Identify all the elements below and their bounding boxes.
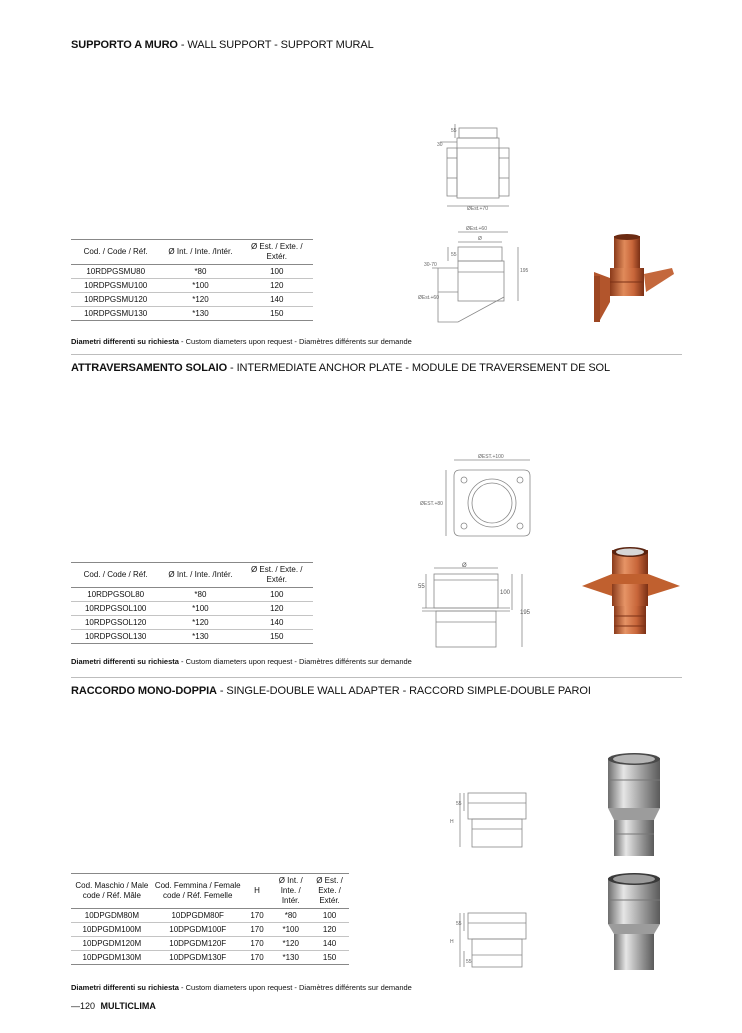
col-header-ext: Ø Est. / Exte. / Extér. bbox=[241, 240, 313, 265]
dim-195: 195 bbox=[520, 268, 529, 274]
custom-diameters-note: Diametri differenti su richiesta - Custom diameters upon request - Diamètres différents sur demande bbox=[71, 337, 412, 346]
custom-diameters-note: Diametri differenti su richiesta - Custom diameters upon request - Diamètres différents sur demande bbox=[71, 657, 412, 666]
dim-diameter: Ø bbox=[462, 563, 467, 569]
section-title-anchor-plate: ATTRAVERSAMENTO SOLAIO - INTERMEDIATE ANCHOR PLATE - MODULE DE TRAVERSEMENT DE SOL bbox=[71, 362, 611, 374]
anchor-plate-table bbox=[71, 562, 313, 644]
col-header-h: H bbox=[243, 874, 272, 909]
section-title-wall-support: SUPPORTO A MURO - WALL SUPPORT - SUPPORT MURAL bbox=[71, 39, 374, 51]
table-row: 10RDPGSMU100 *100 120 bbox=[71, 279, 313, 293]
dim-100: 100 bbox=[500, 590, 511, 596]
table-row: 10DPGDM100M 10DPGDM100F 170 *100 120 bbox=[71, 923, 349, 937]
anchor-plate-product-photo bbox=[582, 544, 682, 640]
table-row: 10RDPGSMU130 *130 150 bbox=[71, 307, 313, 321]
adapter-male-product-photo bbox=[604, 750, 664, 860]
table-row: 10RDPGSMU80 *80 100 bbox=[71, 265, 313, 279]
wall-support-table bbox=[71, 239, 313, 321]
table-row: 10RDPGSOL120 *120 140 bbox=[71, 616, 313, 630]
dim-55: 55 bbox=[418, 584, 425, 590]
table-row: 10DPGDM80M 10DPGDM80F 170 *80 100 bbox=[71, 909, 349, 923]
dim-est-60-top: ØEst.+60 bbox=[466, 226, 487, 232]
dim-30-70: 30-70 bbox=[424, 262, 437, 268]
brand-name: MULTICLIMA bbox=[100, 1001, 156, 1011]
dim-est-100: ØEST.+100 bbox=[478, 454, 504, 460]
custom-diameters-note: Diametri differenti su richiesta - Custom diameters upon request - Diamètres différents sur demande bbox=[71, 983, 412, 992]
adapter-female-drawing bbox=[446, 905, 536, 973]
dim-est-60-left: ØEst.+60 bbox=[418, 295, 439, 301]
col-header-ext: Ø Est. / Exte. / Extér. bbox=[310, 874, 349, 909]
section-title-single-double-adapter: RACCORDO MONO-DOPPIA - SINGLE-DOUBLE WALL ADAPTER - RACCORD SIMPLE-DOUBLE PAROI bbox=[71, 685, 591, 697]
table-row: 10DPGDM130M 10DPGDM130F 170 *130 150 bbox=[71, 951, 349, 965]
dim-h: H bbox=[450, 939, 454, 945]
dim-55: 55 bbox=[456, 801, 462, 807]
col-header-male-code: Cod. Maschio / Male code / Réf. Mâle bbox=[71, 874, 153, 909]
section-divider bbox=[71, 354, 682, 355]
anchor-plate-top-drawing bbox=[418, 448, 538, 540]
anchor-plate-side-drawing bbox=[416, 560, 536, 650]
dim-55: 55 bbox=[451, 252, 457, 258]
col-header-ext: Ø Est. / Exte. / Extér. bbox=[241, 563, 314, 588]
page-footer bbox=[71, 1001, 156, 1011]
col-header-int: Ø Int. / Inte. /Intér. bbox=[160, 240, 240, 265]
page-number: —120 bbox=[71, 1001, 96, 1011]
adapter-table bbox=[71, 873, 349, 965]
wall-support-product-photo bbox=[580, 232, 680, 327]
table-row: 10RDPGSOL100 *100 120 bbox=[71, 602, 313, 616]
wall-support-front-drawing bbox=[425, 118, 525, 213]
dim-55-bottom: 55 bbox=[466, 959, 472, 965]
dim-est-70: ØEst.+70 bbox=[467, 206, 488, 212]
dim-55: 55 bbox=[451, 128, 457, 134]
table-row: 10RDPGSMU120 *120 140 bbox=[71, 293, 313, 307]
col-header-code: Cod. / Code / Réf. bbox=[71, 240, 160, 265]
col-header-code: Cod. / Code / Réf. bbox=[71, 563, 160, 588]
dim-195: 195 bbox=[520, 610, 531, 616]
dim-30: 30 bbox=[437, 142, 443, 148]
table-row: 10RDPGSOL80 *80 100 bbox=[71, 588, 313, 602]
dim-55-top: 55 bbox=[456, 921, 462, 927]
col-header-int: Ø Int. / Inte. / Intér. bbox=[271, 874, 310, 909]
dim-est-80: ØEST.+80 bbox=[420, 501, 443, 507]
dim-diameter: Ø bbox=[478, 236, 482, 242]
wall-support-side-drawing bbox=[418, 222, 533, 327]
adapter-female-product-photo bbox=[604, 870, 664, 974]
adapter-male-drawing bbox=[446, 785, 536, 855]
section-divider bbox=[71, 677, 682, 678]
dim-h: H bbox=[450, 819, 454, 825]
table-row: 10RDPGSOL130 *130 150 bbox=[71, 630, 313, 644]
table-row: 10DPGDM120M 10DPGDM120F 170 *120 140 bbox=[71, 937, 349, 951]
col-header-female-code: Cod. Femmina / Female code / Réf. Femelle bbox=[153, 874, 243, 909]
col-header-int: Ø Int. / Inte. /Intér. bbox=[160, 563, 240, 588]
